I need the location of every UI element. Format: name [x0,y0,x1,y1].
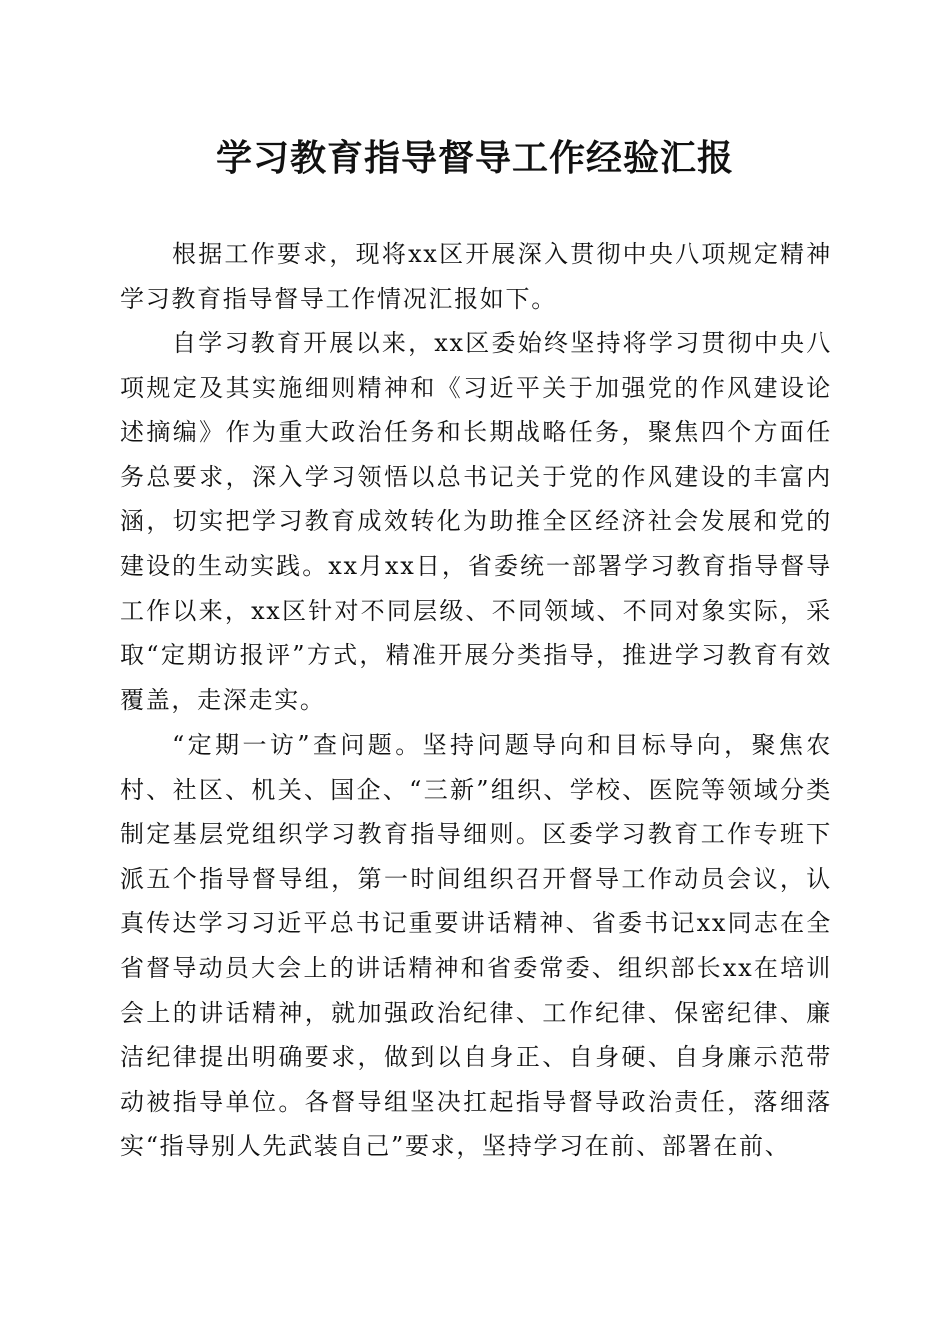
paragraph-overview: 自学习教育开展以来，xx区委始终坚持将学习贯彻中央八项规定及其实施细则精神和《习近平关于加强党的作风建设论述摘编》作为重大政治任务和长期战略任务，聚焦四个方面任务总要求，深入学习领悟以总书记关于党的作风建设的丰富内涵，切实把学习教育成效转化为助推全区经济社会发展和党的建设的生动实践。xx月xx日，省委统一部署学习教育指导督导工作以来，xx区针对不同层级、不同领域、不同对象实际，采取“定期访报评”方式，精准开展分类指导，推进学习教育有效覆盖，走深走实。 [120,329,832,714]
document-title: 学习教育指导督导工作经验汇报 [215,137,734,179]
paragraph-regular-visit: “定期一访”查问题。坚持问题导向和目标导向，聚焦农村、社区、机关、国企、“三新”组织、学校、医院等领域分类制定基层党组织学习教育指导细则。区委学习教育工作专班下派五个指导督导组，第一时间组织召开督导工作动员会议，认真传达学习习近平总书记重要讲话精神、省委书记xx同志在全省督导动员大会上的讲话精神和省委常委、组织部长xx在培训会上的讲话精神，就加强政治纪律、工作纪律、保密纪律、廉洁纪律提出明确要求，做到以自身正、自身硬、自身廉示范带动被指导单位。各督导组坚决扛起指导督导政治责任，落细落实“指导别人先武装自己”要求，坚持学习在前、部署在前、 [120,731,832,1161]
paragraph-intro: 根据工作要求，现将xx区开展深入贯彻中央八项规定精神学习教育指导督导工作情况汇报如下。 [120,240,832,313]
